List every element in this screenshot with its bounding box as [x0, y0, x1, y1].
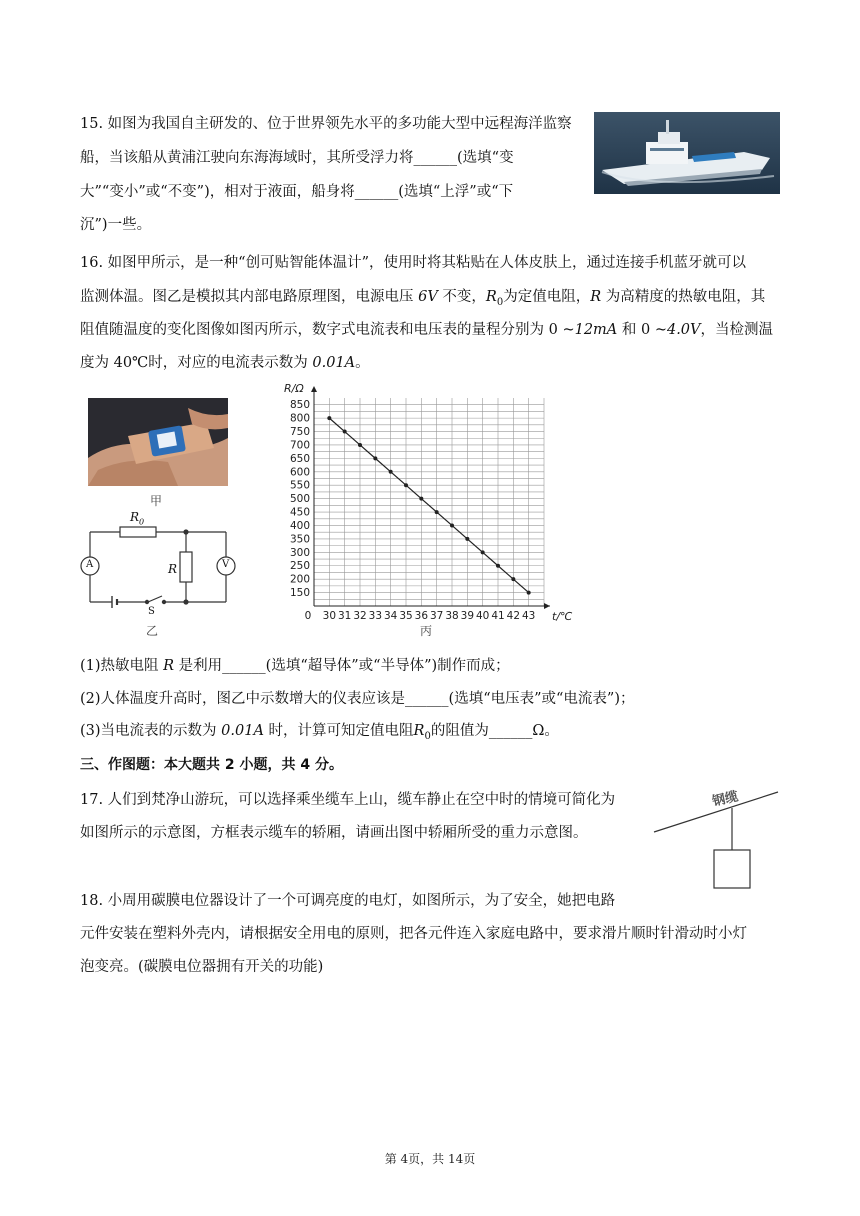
voltmeter-label: V — [222, 559, 230, 570]
cable-label: 钢缆 — [711, 789, 740, 810]
caption-jia: 甲 — [150, 494, 163, 508]
q16-line-2-text-c: 为定值电阻， — [503, 289, 591, 305]
q18-line-3: 泡变亮。(碳膜电位器拥有开关的功能) — [80, 959, 324, 975]
y-tick-label: 800 — [289, 412, 310, 425]
caption-yi: 乙 — [146, 624, 159, 638]
y-tick-label: 250 — [289, 560, 310, 573]
x-tick-label: 34 — [383, 610, 398, 622]
x-tick-label: 41 — [491, 610, 505, 622]
switch-lever — [148, 596, 162, 602]
q16-line-2-text-d: 为高精度的热敏电阻，其 — [601, 289, 766, 305]
y-tick-label: 200 — [289, 573, 310, 586]
y-tick-label: 450 — [289, 506, 310, 519]
q16-line-4-text-b: 。 — [355, 355, 370, 371]
data-point — [373, 456, 377, 460]
q16-line-2 — [80, 287, 765, 313]
q15-line-2: 船，当该船从黄浦江驶向东海海域时，其所受浮力将______(选填“变 — [80, 150, 514, 166]
q16-sub-3-text-a: (3)当电流表的示数为 — [80, 723, 222, 739]
data-point — [511, 577, 515, 581]
q16-sub-1 — [80, 656, 510, 676]
q16-sub-3-r0-sub: 0 — [424, 730, 431, 742]
data-point — [435, 510, 439, 514]
q16-sub-1-r: R — [163, 658, 175, 674]
q16-line-3-text-a: 阻值随温度的变化图像如图丙所示，数字式电流表和电压表的量程分别为 0 ~ — [80, 322, 575, 338]
q16-sub-3-r0: R — [413, 723, 425, 739]
data-point — [527, 591, 531, 595]
x-tick-label: 30 — [322, 610, 337, 622]
voltage-range: 4.0V — [666, 322, 701, 338]
r-label: R — [168, 562, 178, 576]
resistance-temperature-chart — [262, 376, 573, 626]
y-tick-label: 700 — [289, 439, 310, 452]
data-point — [404, 483, 408, 487]
ammeter-label: A — [86, 559, 94, 570]
y-tick-label: 500 — [289, 493, 310, 506]
r0-subscript: 0 — [496, 296, 504, 308]
q16-sub-3-text-c: 的阻值为______Ω。 — [430, 723, 559, 739]
y-tick-label: 400 — [289, 519, 310, 532]
q17-line-2: 如图所示的示意图，方框表示缆车的轿厢，请画出图中轿厢所受的重力示意图。 — [80, 825, 588, 841]
q18-line-1: 18. 小周用碳膜电位器设计了一个可调亮度的电灯，如图所示，为了安全，她把电路 — [80, 893, 616, 909]
switch-label: S — [148, 606, 155, 617]
r0-label-sub: 0 — [139, 517, 145, 527]
data-point — [327, 416, 331, 420]
q16-line-3 — [80, 320, 773, 340]
x-tick-label: 32 — [353, 610, 367, 622]
x-tick-label: 40 — [475, 610, 490, 622]
data-point — [419, 497, 423, 501]
y-tick-label: 850 — [289, 399, 310, 412]
r-symbol: R — [590, 289, 602, 305]
data-point — [389, 470, 393, 474]
x-tick-label: 0 — [304, 610, 312, 622]
current-range: 12mA — [574, 322, 618, 338]
x-tick-label: 39 — [460, 610, 475, 622]
chart-svg — [262, 376, 573, 626]
q16-sub-1-text-a: (1)热敏电阻 — [80, 658, 164, 674]
q15-line-1: 15. 如图为我国自主研发的、位于世界领先水平的多功能大型中远程海洋监察 — [80, 116, 572, 132]
thermistor-r — [180, 552, 192, 582]
y-tick-label: 750 — [289, 426, 310, 439]
q17-line-1: 17. 人们到梵净山游玩，可以选择乘坐缆车上山，缆车静止在空中时的情境可简化为 — [80, 792, 616, 808]
data-point — [343, 430, 347, 434]
x-axis-arrow — [544, 603, 550, 609]
x-tick-label: 38 — [445, 610, 459, 622]
y-tick-label: 650 — [289, 452, 310, 465]
q16-line-1: 16. 如图甲所示，是一种“创可贴智能体温计”，使用时将其粘贴在人体皮肤上，通过连接手机蓝牙就可以 — [80, 255, 746, 271]
caption-bing: 丙 — [420, 624, 433, 638]
cable-car-diagram — [650, 784, 782, 894]
data-point — [450, 523, 454, 527]
q16-line-3-text-b: 和 0 ~ — [617, 322, 667, 338]
section-3-heading: 三、作图题：本大题共 2 小题，共 4 分。 — [80, 757, 343, 773]
current-reading: 0.01A — [312, 355, 356, 371]
r0-resistor — [120, 527, 156, 537]
voltage-value: 6V — [418, 289, 438, 305]
ship-photo — [594, 112, 780, 194]
y-tick-label: 550 — [289, 479, 310, 492]
r0-label — [130, 510, 144, 526]
q16-sub-2: (2)人体温度升高时，图乙中示数增大的仪表应该是______(选填“电压表”或“电流表”)； — [80, 691, 635, 707]
x-tick-label: 36 — [414, 610, 429, 622]
x-tick-label: 33 — [368, 610, 383, 622]
circuit-diagram — [76, 512, 242, 616]
r0-symbol: R — [485, 289, 497, 305]
y-tick-label: 600 — [289, 466, 310, 479]
q18-line-2: 元件安装在塑料外壳内，请根据安全用电的原则，把各元件连入家庭电路中，要求滑片顺时针滑动时小灯 — [80, 926, 747, 942]
cable-car-cabin — [714, 850, 750, 888]
q16-sub-3 — [80, 721, 559, 747]
x-axis-label: t/℃ — [552, 610, 573, 623]
q16-line-3-text-c: ，当检测温 — [700, 322, 773, 338]
y-tick-label: 150 — [289, 587, 310, 600]
q16-line-4-text-a: 度为 40℃时，对应的电流表示数为 — [80, 355, 313, 371]
q16-sub-3-text-b: 时，计算可知定值电阻 — [263, 723, 414, 739]
y-axis-arrow — [311, 386, 317, 392]
q16-sub-1-text-b: 是利用______(选填“超导体”或“半导体”)制作而成； — [174, 658, 510, 674]
r0-label-text: R — [130, 510, 140, 524]
x-tick-label: 37 — [429, 610, 444, 622]
data-point — [465, 537, 469, 541]
q15-line-4: 沉”)一些。 — [80, 217, 152, 233]
data-point — [496, 564, 500, 568]
y-tick-label: 300 — [289, 546, 310, 559]
thermometer-patch-photo — [88, 398, 228, 486]
y-axis-label: R/Ω — [284, 382, 304, 395]
data-point — [481, 550, 485, 554]
y-tick-label: 350 — [289, 533, 310, 546]
q16-line-4 — [80, 353, 370, 373]
q15-line-3: 大”“变小”或“不变”)，相对于液面，船身将______(选填“上浮”或“下 — [80, 184, 514, 200]
data-point — [358, 443, 362, 447]
x-tick-label: 31 — [337, 610, 352, 622]
x-tick-label: 43 — [521, 610, 536, 622]
q16-sub-3-current: 0.01A — [221, 723, 264, 739]
x-tick-label: 42 — [506, 610, 521, 622]
x-tick-label: 35 — [399, 610, 413, 622]
page-footer: 第 4页，共 14页 — [384, 1152, 476, 1166]
q16-line-2-text-a: 监测体温。图乙是模拟其内部电路原理图，电源电压 — [80, 289, 419, 305]
q16-line-2-text-b: 不变， — [437, 289, 486, 305]
